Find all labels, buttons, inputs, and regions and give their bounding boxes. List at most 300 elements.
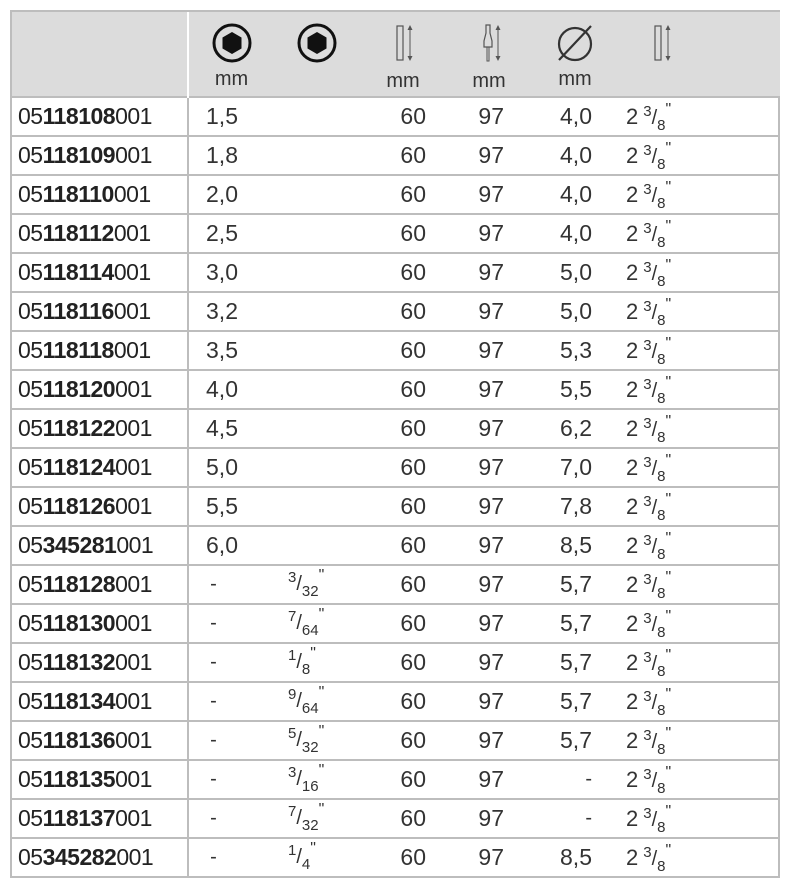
total-length: 97 xyxy=(446,253,532,292)
blade-length: 60 xyxy=(360,448,446,487)
table-row xyxy=(12,487,780,526)
blade-length: 60 xyxy=(360,643,446,682)
fraction-denominator: 8 xyxy=(657,857,666,875)
inch-whole: 2 xyxy=(626,181,639,207)
total-length: 97 xyxy=(446,97,532,136)
inch-mark: " xyxy=(665,724,672,742)
fraction-denominator: 8 xyxy=(657,311,666,329)
header-blank-cell xyxy=(12,12,188,97)
inch-fraction xyxy=(288,801,325,834)
fraction-slash: / xyxy=(296,729,302,751)
inch-whole: 2 xyxy=(626,727,639,753)
code-main: 118132 xyxy=(42,649,116,675)
diameter: 7,8 xyxy=(532,487,618,526)
article-number xyxy=(12,799,188,838)
hex-size-inch xyxy=(274,604,360,643)
inch-mark: " xyxy=(318,762,325,779)
total-length: 97 xyxy=(446,409,532,448)
inch-mark: " xyxy=(665,763,672,781)
fraction-slash: / xyxy=(296,846,302,868)
blade-length-inch xyxy=(618,370,780,409)
inch-whole: 2 xyxy=(626,532,639,558)
inch-mark: " xyxy=(318,801,325,818)
total-length: 97 xyxy=(446,175,532,214)
code-suffix: 001 xyxy=(113,259,151,285)
hex-size-inch xyxy=(274,682,360,721)
inch-fraction xyxy=(643,607,672,641)
hex-size-inch xyxy=(274,526,360,565)
table-row xyxy=(12,682,780,721)
inch-mark: " xyxy=(318,606,325,623)
hex-size-mm: 5,5 xyxy=(188,487,274,526)
inch-whole: 2 xyxy=(626,415,639,441)
article-number xyxy=(12,136,188,175)
fraction-slash: / xyxy=(296,612,302,634)
fraction-denominator: 64 xyxy=(301,622,319,639)
code-prefix: 05 xyxy=(18,493,43,519)
fraction-denominator: 8 xyxy=(657,740,666,758)
code-suffix: 001 xyxy=(116,844,154,870)
diameter: 5,7 xyxy=(532,721,618,760)
blade-length-inch xyxy=(618,175,780,214)
total-length: 97 xyxy=(446,526,532,565)
fraction-numerator: 3 xyxy=(643,726,652,744)
fraction-slash: / xyxy=(651,184,658,207)
blade-length: 60 xyxy=(360,682,446,721)
fraction-numerator: 7 xyxy=(288,608,297,625)
inch-mark: " xyxy=(665,841,672,859)
article-number xyxy=(12,565,188,604)
diameter: 5,7 xyxy=(532,643,618,682)
fraction-slash: / xyxy=(651,106,658,129)
table-row xyxy=(12,136,780,175)
code-main: 118136 xyxy=(42,727,116,753)
inch-fraction xyxy=(643,685,672,719)
inch-whole: 2 xyxy=(626,766,639,792)
fraction-slash: / xyxy=(296,651,302,673)
inch-mark: " xyxy=(665,568,672,586)
fraction-denominator: 8 xyxy=(657,428,666,446)
hex-size-mm: 2,0 xyxy=(188,175,274,214)
inch-mark: " xyxy=(665,295,672,313)
unit-label: mm xyxy=(386,70,420,92)
blade-length: 60 xyxy=(360,565,446,604)
fraction-denominator: 8 xyxy=(657,506,666,524)
hex-size-mm: 3,5 xyxy=(188,331,274,370)
table-row xyxy=(12,409,780,448)
fraction-numerator: 3 xyxy=(643,531,652,549)
blade-length-inch xyxy=(618,292,780,331)
blade-length-icon xyxy=(388,22,418,66)
fraction-numerator: 3 xyxy=(643,219,652,237)
hex-size-inch xyxy=(274,175,360,214)
hex-size-inch xyxy=(274,331,360,370)
fraction-numerator: 3 xyxy=(643,414,652,432)
fraction-slash: / xyxy=(651,808,658,831)
inch-whole: 2 xyxy=(626,610,639,636)
total-length: 97 xyxy=(446,487,532,526)
inch-fraction xyxy=(643,100,672,134)
fraction-slash: / xyxy=(296,573,302,595)
fraction-denominator: 32 xyxy=(301,739,319,756)
code-prefix: 05 xyxy=(18,688,43,714)
inch-mark: " xyxy=(665,646,672,664)
fraction-denominator: 8 xyxy=(657,233,666,251)
code-suffix: 001 xyxy=(113,220,151,246)
fraction-denominator: 64 xyxy=(301,700,319,717)
blade-length-inch xyxy=(618,253,780,292)
hex-size-inch xyxy=(274,253,360,292)
code-suffix: 001 xyxy=(113,298,151,324)
article-number xyxy=(12,487,188,526)
code-main: 118118 xyxy=(42,337,114,363)
diameter: 7,0 xyxy=(532,448,618,487)
blade-length-inch xyxy=(618,487,780,526)
fraction-denominator: 8 xyxy=(657,116,666,134)
inch-fraction xyxy=(643,373,672,407)
fraction-slash: / xyxy=(651,301,658,324)
fraction-denominator: 32 xyxy=(301,583,319,600)
table-row xyxy=(12,292,780,331)
article-number xyxy=(12,214,188,253)
fraction-slash: / xyxy=(651,262,658,285)
total-length: 97 xyxy=(446,760,532,799)
inch-mark: " xyxy=(665,334,672,352)
header-total-length xyxy=(446,12,532,97)
hex-size-inch xyxy=(274,799,360,838)
article-number xyxy=(12,370,188,409)
code-suffix: 001 xyxy=(115,376,152,402)
blade-length-inch xyxy=(618,682,780,721)
fraction-numerator: 3 xyxy=(643,180,652,198)
fraction-numerator: 3 xyxy=(288,764,297,781)
code-prefix: 05 xyxy=(18,220,43,246)
diameter-icon xyxy=(553,22,597,64)
code-prefix: 05 xyxy=(18,415,43,441)
fraction-numerator: 3 xyxy=(643,492,652,510)
hex-size-mm: 1,5 xyxy=(188,97,274,136)
fraction-slash: / xyxy=(296,807,302,829)
code-prefix: 05 xyxy=(18,610,43,636)
fraction-numerator: 5 xyxy=(288,725,297,742)
article-number xyxy=(12,448,188,487)
code-main: 118128 xyxy=(42,571,116,597)
blade-length-inch xyxy=(618,721,780,760)
hex-size-inch xyxy=(274,409,360,448)
inch-fraction xyxy=(288,840,316,873)
hex-size-mm: 2,5 xyxy=(188,214,274,253)
inch-mark: " xyxy=(665,685,672,703)
hex-size-mm: - xyxy=(188,682,274,721)
code-main: 345281 xyxy=(42,532,117,558)
fraction-denominator: 8 xyxy=(657,818,666,836)
fraction-denominator: 8 xyxy=(657,701,666,719)
code-prefix: 05 xyxy=(18,298,43,324)
inch-mark: " xyxy=(318,567,325,584)
hex-size-inch xyxy=(274,565,360,604)
inch-whole: 2 xyxy=(626,493,639,519)
code-main: 118137 xyxy=(42,805,116,831)
inch-whole: 2 xyxy=(626,376,639,402)
blade-length: 60 xyxy=(360,721,446,760)
article-number xyxy=(12,97,188,136)
fraction-numerator: 9 xyxy=(288,686,297,703)
hex-size-mm: 5,0 xyxy=(188,448,274,487)
inch-mark: " xyxy=(665,412,672,430)
spec-table xyxy=(12,12,780,876)
total-length: 97 xyxy=(446,565,532,604)
hex-size-mm: - xyxy=(188,565,274,604)
total-length: 97 xyxy=(446,721,532,760)
code-main: 118109 xyxy=(42,142,116,168)
inch-whole: 2 xyxy=(626,688,639,714)
fraction-denominator: 8 xyxy=(657,350,666,368)
screwdriver-length-icon xyxy=(474,22,504,66)
total-length: 97 xyxy=(446,604,532,643)
header-hex-inch xyxy=(274,12,360,97)
fraction-denominator: 32 xyxy=(301,817,319,834)
inch-fraction xyxy=(643,334,672,368)
inch-fraction xyxy=(288,684,325,717)
diameter: 4,0 xyxy=(532,97,618,136)
total-length: 97 xyxy=(446,292,532,331)
inch-mark: " xyxy=(665,100,672,118)
fraction-slash: / xyxy=(651,730,658,753)
code-main: 118135 xyxy=(42,766,116,792)
blade-length: 60 xyxy=(360,487,446,526)
total-length: 97 xyxy=(446,682,532,721)
fraction-slash: / xyxy=(651,652,658,675)
hex-size-inch xyxy=(274,721,360,760)
code-prefix: 05 xyxy=(18,181,43,207)
code-main: 118124 xyxy=(42,454,116,480)
code-suffix: 001 xyxy=(115,766,152,792)
fraction-numerator: 3 xyxy=(643,570,652,588)
fraction-slash: / xyxy=(651,769,658,792)
hex-size-mm: - xyxy=(188,604,274,643)
hex-size-inch xyxy=(274,97,360,136)
fraction-denominator: 8 xyxy=(657,545,666,563)
diameter: 4,0 xyxy=(532,214,618,253)
inch-fraction xyxy=(643,412,672,446)
inch-whole: 2 xyxy=(626,259,639,285)
inch-mark: " xyxy=(310,840,316,857)
blade-length: 60 xyxy=(360,331,446,370)
fraction-numerator: 3 xyxy=(288,569,297,586)
unit-label: mm xyxy=(472,70,506,92)
total-length: 97 xyxy=(446,331,532,370)
code-prefix: 05 xyxy=(18,844,43,870)
fraction-numerator: 3 xyxy=(643,336,652,354)
code-prefix: 05 xyxy=(18,337,43,363)
hex-size-inch xyxy=(274,292,360,331)
fraction-slash: / xyxy=(651,340,658,363)
inch-mark: " xyxy=(310,645,316,662)
inch-whole: 2 xyxy=(626,103,639,129)
inch-fraction xyxy=(643,139,672,173)
blade-length: 60 xyxy=(360,604,446,643)
blade-length-inch xyxy=(618,565,780,604)
hex-size-inch xyxy=(274,760,360,799)
hex-size-mm: 4,0 xyxy=(188,370,274,409)
inch-fraction xyxy=(288,645,316,678)
inch-mark: " xyxy=(665,217,672,235)
table-row xyxy=(12,604,780,643)
fraction-denominator: 8 xyxy=(657,467,666,485)
header-diameter xyxy=(532,12,618,97)
blade-length: 60 xyxy=(360,370,446,409)
hex-size-inch xyxy=(274,214,360,253)
blade-length-inch xyxy=(618,799,780,838)
table-row xyxy=(12,331,780,370)
article-number xyxy=(12,643,188,682)
fraction-numerator: 3 xyxy=(643,453,652,471)
fraction-numerator: 7 xyxy=(288,803,297,820)
code-main: 118134 xyxy=(42,688,116,714)
inch-fraction xyxy=(643,490,672,524)
inch-fraction xyxy=(643,802,672,836)
hex-size-mm: 3,0 xyxy=(188,253,274,292)
fraction-slash: / xyxy=(651,535,658,558)
article-number xyxy=(12,760,188,799)
inch-mark: " xyxy=(318,723,325,740)
diameter: 4,0 xyxy=(532,175,618,214)
spec-table-panel xyxy=(10,10,780,878)
code-suffix: 001 xyxy=(115,493,152,519)
fraction-denominator: 8 xyxy=(657,623,666,641)
inch-mark: " xyxy=(318,684,325,701)
hex-size-mm: - xyxy=(188,760,274,799)
inch-whole: 2 xyxy=(626,298,639,324)
code-prefix: 05 xyxy=(18,805,43,831)
article-number xyxy=(12,253,188,292)
diameter: 5,5 xyxy=(532,370,618,409)
table-row xyxy=(12,838,780,876)
fraction-slash: / xyxy=(296,768,302,790)
fraction-numerator: 3 xyxy=(643,804,652,822)
hex-size-inch xyxy=(274,136,360,175)
blade-length: 60 xyxy=(360,97,446,136)
hex-size-mm: 1,8 xyxy=(188,136,274,175)
blade-length-inch xyxy=(618,136,780,175)
diameter: 5,7 xyxy=(532,682,618,721)
diameter: 5,7 xyxy=(532,565,618,604)
table-header-row xyxy=(12,12,780,97)
blade-length: 60 xyxy=(360,799,446,838)
fraction-denominator: 8 xyxy=(657,272,666,290)
code-main: 118122 xyxy=(42,415,116,441)
total-length: 97 xyxy=(446,799,532,838)
blade-length-inch xyxy=(618,604,780,643)
fraction-slash: / xyxy=(651,691,658,714)
blade-length: 60 xyxy=(360,409,446,448)
blade-length: 60 xyxy=(360,253,446,292)
blade-length-inch xyxy=(618,409,780,448)
inch-whole: 2 xyxy=(626,844,639,870)
inch-mark: " xyxy=(665,178,672,196)
article-number xyxy=(12,838,188,876)
table-row xyxy=(12,799,780,838)
fraction-denominator: 4 xyxy=(301,856,311,873)
inch-fraction xyxy=(288,723,325,756)
inch-whole: 2 xyxy=(626,220,639,246)
fraction-numerator: 3 xyxy=(643,102,652,120)
fraction-numerator: 1 xyxy=(288,647,297,664)
inch-fraction xyxy=(643,763,672,797)
fraction-numerator: 3 xyxy=(643,375,652,393)
code-main: 118114 xyxy=(42,259,114,285)
diameter: 5,0 xyxy=(532,253,618,292)
code-prefix: 05 xyxy=(18,454,43,480)
code-main: 118110 xyxy=(42,181,114,207)
hex-size-inch xyxy=(274,448,360,487)
total-length: 97 xyxy=(446,370,532,409)
code-prefix: 05 xyxy=(18,142,43,168)
code-suffix: 001 xyxy=(115,805,152,831)
blade-length-inch xyxy=(618,331,780,370)
table-row xyxy=(12,565,780,604)
fraction-slash: / xyxy=(651,613,658,636)
code-prefix: 05 xyxy=(18,376,43,402)
code-suffix: 001 xyxy=(113,337,151,363)
diameter: 6,2 xyxy=(532,409,618,448)
hex-socket-icon xyxy=(211,22,253,64)
header-blade-inch xyxy=(618,12,780,97)
hex-size-inch xyxy=(274,643,360,682)
article-number xyxy=(12,331,188,370)
blade-length: 60 xyxy=(360,175,446,214)
inch-mark: " xyxy=(665,490,672,508)
code-suffix: 001 xyxy=(115,571,152,597)
table-row xyxy=(12,643,780,682)
article-number xyxy=(12,682,188,721)
hex-size-mm: 3,2 xyxy=(188,292,274,331)
article-number xyxy=(12,604,188,643)
diameter: 8,5 xyxy=(532,526,618,565)
code-main: 118120 xyxy=(42,376,116,402)
hex-size-mm: 4,5 xyxy=(188,409,274,448)
article-number xyxy=(12,292,188,331)
fraction-slash: / xyxy=(296,690,302,712)
code-main: 345282 xyxy=(42,844,117,870)
inch-mark: " xyxy=(665,607,672,625)
hex-size-mm: - xyxy=(188,799,274,838)
fraction-slash: / xyxy=(651,379,658,402)
fraction-numerator: 1 xyxy=(288,842,297,859)
hex-size-inch xyxy=(274,487,360,526)
inch-whole: 2 xyxy=(626,454,639,480)
inch-fraction xyxy=(643,178,672,212)
inch-whole: 2 xyxy=(626,337,639,363)
total-length: 97 xyxy=(446,643,532,682)
code-suffix: 001 xyxy=(115,649,152,675)
table-row xyxy=(12,370,780,409)
inch-fraction xyxy=(643,724,672,758)
inch-mark: " xyxy=(665,139,672,157)
code-prefix: 05 xyxy=(18,766,43,792)
fraction-denominator: 8 xyxy=(657,389,666,407)
blade-length-inch xyxy=(618,838,780,876)
diameter: 8,5 xyxy=(532,838,618,876)
table-row xyxy=(12,526,780,565)
code-suffix: 001 xyxy=(116,532,154,558)
inch-fraction xyxy=(643,568,672,602)
table-row xyxy=(12,448,780,487)
total-length: 97 xyxy=(446,136,532,175)
blade-length-inch xyxy=(618,643,780,682)
inch-whole: 2 xyxy=(626,571,639,597)
diameter: - xyxy=(532,760,618,799)
